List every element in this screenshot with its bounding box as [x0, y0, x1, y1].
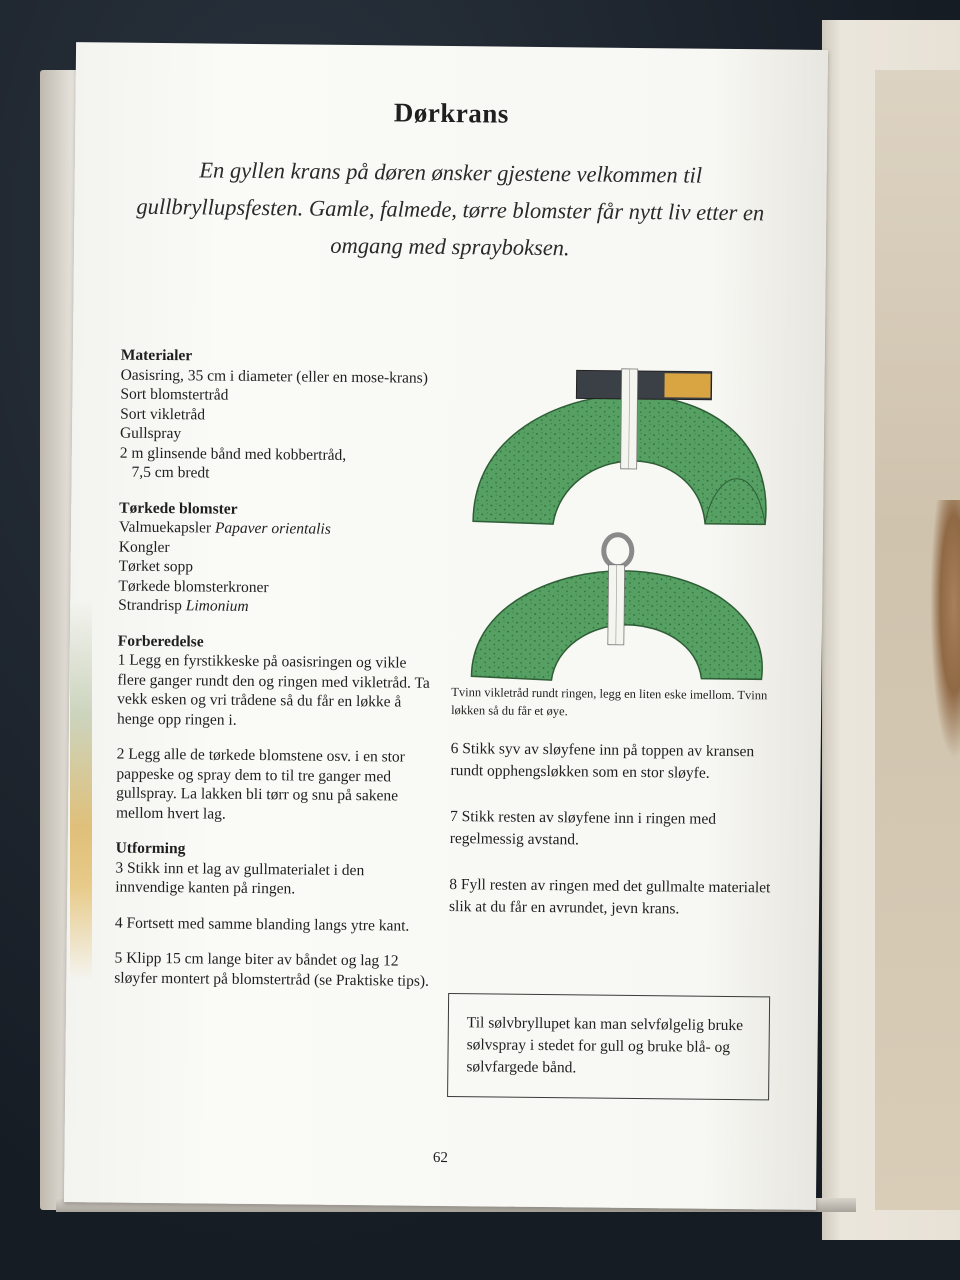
intro-text: En gyllen krans på døren ønsker gjestene velkommen til gullbryllupsfesten. Gamle, falmede, tørre blomster får nytt liv etter en omgang med sprayboksen. [136, 157, 765, 261]
flower-item: Strandrisp Limonium [118, 596, 249, 615]
step-text: 6 Stikk syv av sløyfene inn på toppen av kransen rundt opphengsløkken som en stor sløyfe. [450, 740, 755, 782]
shaping-heading: Utforming [115, 839, 186, 858]
flower-item: Kongler [118, 538, 170, 556]
materials-item: Oasisring, 35 cm i diameter (eller en mose-krans) [120, 366, 429, 387]
tip-box: Til sølvbryllupet kan man selvfølgelig bruke sølvspray i stedet for gull og bruke blå- og sølvfargede bånd. [447, 993, 770, 1100]
book-page [64, 42, 828, 1210]
flower-item: Tørkede blomsterkroner [118, 577, 269, 596]
materials-item: 2 m glinsende bånd med kobbertråd, [119, 444, 347, 464]
flower-item: Valmuekapsler Papaver orientalis [118, 518, 331, 538]
step-text: 5 Klipp 15 cm lange biter av båndet og lag 12 sløyfer montert på blomstertråd (se Praktiske tips). [114, 949, 430, 990]
right-column [449, 738, 776, 945]
illustration-caption: Tvinn vikletråd rundt ringen, legg en liten eske imellom. Tvinn løkken så du får et øye. [451, 685, 768, 719]
step-text: 7 Stikk resten av sløyfene inn i ringen med regelmessig avstand. [449, 808, 717, 849]
step-text: 8 Fyll resten av ringen med det gullmalte materialet slik at du får en avrundet, jevn krans. [448, 876, 771, 918]
flower-decoration [70, 600, 92, 980]
dried-flowers-section [118, 498, 437, 618]
step-text: 2 Legg alle de tørkede blomstene osv. i en stor pappeske og spray dem to til tre ganger med gullspray. La lakken bli tørr og snu på sakene mellom hvert lag. [115, 745, 405, 823]
step-text: 4 Fortsett med samme blanding langs ytre kant. [114, 914, 410, 935]
dried-flower-decoration [930, 500, 960, 760]
step-text: 1 Legg en fyrstikkeske på oasisringen og vikle flere ganger rundt den og ringen med vikletråd. Ta vekk esken og vri trådene så du får en løkke å henge opp ringen i. [116, 651, 430, 729]
page-number: 62 [432, 1149, 449, 1167]
materials-item: Sort blomstertråd [120, 385, 229, 404]
page-content [64, 42, 828, 1210]
shaping-section [114, 839, 434, 991]
left-column [114, 346, 439, 1007]
materials-item: 7,5 cm bredt [131, 463, 210, 482]
dried-flowers-heading: Tørkede blomster [119, 499, 238, 518]
materials-item: Gullspray [119, 424, 182, 443]
flower-item: Tørket sopp [118, 557, 194, 576]
materials-section [119, 346, 438, 486]
page-title: Dørkrans [393, 97, 510, 129]
wreath-illustration [451, 331, 775, 684]
preparation-section [116, 631, 436, 826]
ring-with-box-figure [473, 367, 767, 526]
materials-heading: Materialer [120, 346, 193, 365]
ring-with-loop-figure [471, 533, 763, 682]
materials-item: Sort vikletråd [120, 405, 206, 423]
step-text: 3 Stikk inn et lag av gullmaterialet i den innvendige kanten på ringen. [115, 859, 365, 898]
preparation-heading: Forberedelse [117, 632, 204, 650]
